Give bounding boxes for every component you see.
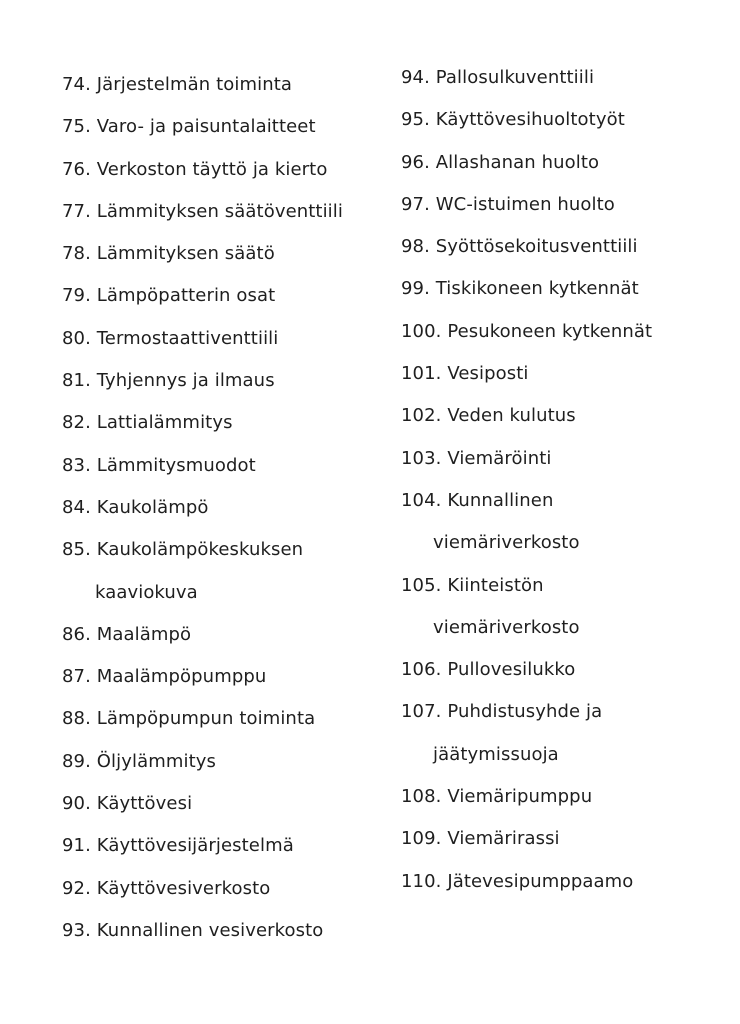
toc-entry-number: 105. [401, 574, 442, 596]
toc-entry-title: Verkoston täyttö ja kierto [96, 158, 328, 180]
toc-entry-title: Jätevesipumppaamo [447, 870, 634, 892]
toc-entry-title: Viemäröinti [447, 447, 552, 469]
toc-entry-title: Tiskikoneen kytkennät [435, 278, 639, 300]
toc-entry [62, 360, 392, 402]
toc-entry-number: 109. [401, 828, 442, 850]
toc-entry-title-continued: jäätymissuoja [433, 743, 559, 765]
toc-entry-number: 108. [401, 786, 442, 808]
toc-entry-title: Vesiposti [447, 363, 529, 385]
toc-entry [62, 191, 392, 233]
toc-entry-number: 102. [401, 405, 442, 427]
toc-entry-number: 82. [62, 412, 91, 434]
toc-entry [401, 226, 731, 268]
toc-entry-title: Lattialämmitys [96, 412, 233, 434]
toc-entry-number: 78. [62, 243, 91, 265]
toc-entry [401, 480, 731, 565]
toc-entry-title: Allashanan huolto [435, 151, 600, 173]
toc-entry-number: 95. [401, 109, 430, 131]
toc-left-column [62, 64, 392, 952]
toc-entry-title: Kaukolämpö [96, 496, 209, 518]
toc-entry-number: 98. [401, 236, 430, 258]
toc-entry-number: 74. [62, 74, 91, 95]
toc-entry [62, 910, 392, 952]
toc-entry [62, 149, 392, 191]
toc-entry-title-continued: kaaviokuva [95, 581, 198, 603]
toc-entry [62, 783, 392, 825]
toc-entry-title: Syöttösekoitusventtiili [435, 236, 638, 258]
toc-entry-title: Lämmityksen säätö [96, 243, 275, 265]
toc-right-column [401, 57, 731, 903]
toc-entry-title: Pallosulkuventtiili [435, 67, 595, 88]
toc-entry [401, 818, 731, 860]
toc-entry [401, 57, 731, 99]
toc-entry-title: Kaukolämpökeskuksen [96, 539, 304, 561]
toc-entry-number: 80. [62, 327, 91, 349]
toc-entry-number: 75. [62, 116, 91, 138]
toc-entry-number: 103. [401, 447, 442, 469]
toc-entry-title: Pesukoneen kytkennät [447, 320, 653, 342]
toc-entry [62, 275, 392, 317]
toc-entry [62, 64, 392, 106]
toc-entry-number: 92. [62, 877, 91, 899]
toc-entry [401, 99, 731, 141]
toc-entry-title: WC-istuimen huolto [435, 193, 615, 215]
toc-entry-number: 77. [62, 200, 91, 222]
toc-entry [62, 106, 392, 148]
toc-entry-number: 87. [62, 666, 91, 688]
toc-entry-number: 94. [401, 67, 430, 88]
toc-entry-number: 79. [62, 285, 91, 307]
toc-entry-number: 81. [62, 370, 91, 392]
toc-entry-number: 99. [401, 278, 430, 300]
toc-entry [62, 698, 392, 740]
toc-entry [401, 861, 731, 903]
toc-entry-title-continued: viemäriverkosto [433, 532, 580, 554]
toc-entry-title: Termostaattiventtiili [96, 327, 279, 349]
toc-entry [401, 142, 731, 184]
toc-entry-title: Maalämpöpumppu [96, 666, 267, 688]
toc-entry-title: Lämpöpatterin osat [96, 285, 276, 307]
toc-entry-number: 85. [62, 539, 91, 561]
toc-entry [401, 691, 731, 776]
toc-entry-number: 84. [62, 496, 91, 518]
toc-entry [401, 311, 731, 353]
toc-entry [401, 649, 731, 691]
toc-entry [62, 318, 392, 360]
toc-entry-title: Lämpöpumpun toiminta [96, 708, 316, 730]
toc-entry-title: Pullovesilukko [447, 659, 576, 681]
toc-entry [62, 656, 392, 698]
toc-entry-number: 101. [401, 363, 442, 385]
toc-entry [62, 741, 392, 783]
toc-entry-title: Kiinteistön [447, 574, 544, 596]
toc-entry-number: 100. [401, 320, 442, 342]
toc-entry-title: Järjestelmän toiminta [96, 74, 292, 95]
toc-entry-title: Käyttövesijärjestelmä [96, 835, 294, 857]
toc-entry-number: 83. [62, 454, 91, 476]
toc-entry [401, 353, 731, 395]
toc-entry [401, 438, 731, 480]
toc-entry-title: Kunnallinen vesiverkosto [96, 919, 324, 941]
toc-entry-number: 96. [401, 151, 430, 173]
toc-entry [62, 614, 392, 656]
toc-entry-number: 93. [62, 919, 91, 941]
toc-entry-number: 91. [62, 835, 91, 857]
toc-entry-title: Käyttövesihuoltotyöt [435, 109, 625, 131]
toc-entry-number: 88. [62, 708, 91, 730]
toc-entry [401, 776, 731, 818]
toc-entry-title: Veden kulutus [447, 405, 576, 427]
toc-entry [62, 233, 392, 275]
toc-entry-number: 107. [401, 701, 442, 723]
toc-entry [62, 487, 392, 529]
toc-entry [62, 529, 392, 614]
toc-entry-title: Tyhjennys ja ilmaus [96, 370, 275, 392]
toc-entry [401, 395, 731, 437]
toc-entry-title: Maalämpö [96, 623, 192, 645]
toc-entry [401, 268, 731, 310]
toc-entry-number: 90. [62, 793, 91, 815]
toc-entry [62, 868, 392, 910]
toc-entry-title: Käyttövesi [96, 793, 193, 815]
toc-entry-title: Puhdistusyhde ja [447, 701, 603, 723]
toc-entry-number: 104. [401, 489, 442, 511]
toc-entry-title: Viemärirassi [447, 828, 560, 850]
toc-entry [62, 445, 392, 487]
toc-entry [62, 825, 392, 867]
toc-entry [401, 184, 731, 226]
toc-entry-title: Lämmityksen säätöventtiili [96, 200, 343, 222]
toc-entry-title: Viemäripumppu [447, 786, 593, 808]
toc-entry-number: 110. [401, 870, 442, 892]
toc-entry [62, 402, 392, 444]
toc-entry-title: Kunnallinen [447, 489, 554, 511]
toc-entry-title: Lämmitysmuodot [96, 454, 256, 476]
toc-entry [401, 565, 731, 650]
toc-entry-number: 97. [401, 193, 430, 215]
toc-entry-number: 76. [62, 158, 91, 180]
toc-entry-title: Varo- ja paisuntalaitteet [96, 116, 316, 138]
toc-entry-number: 89. [62, 750, 91, 772]
toc-entry-title: Käyttövesiverkosto [96, 877, 271, 899]
toc-entry-title: Öljylämmitys [96, 750, 216, 772]
toc-entry-number: 106. [401, 659, 442, 681]
toc-entry-title-continued: viemäriverkosto [433, 616, 580, 638]
toc-entry-number: 86. [62, 623, 91, 645]
